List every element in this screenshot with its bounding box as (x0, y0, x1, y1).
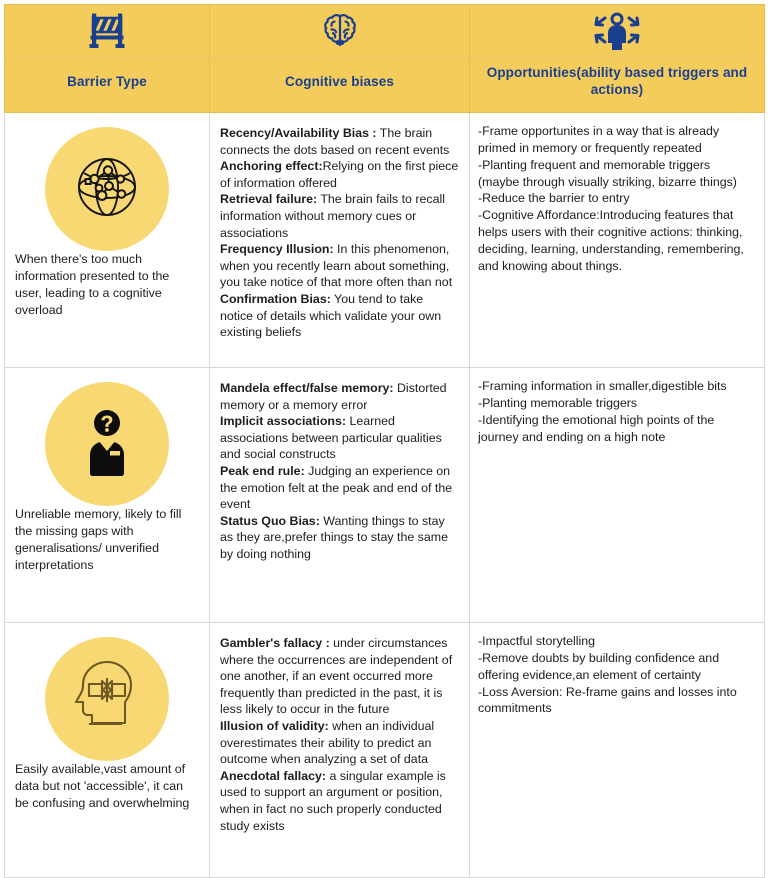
header-barrier-type (5, 58, 210, 113)
barrier-cell-1 (5, 368, 210, 623)
bias-term: Confirmation Bias: (220, 292, 331, 307)
bias-term: Implicit associations: (220, 414, 347, 429)
barrier-circle-1 (45, 382, 169, 506)
cognitive-barriers-table (0, 4, 768, 863)
bias-entry: Anchoring effect:Relying on the first piece of information offered (220, 159, 459, 190)
header-label-opportunities: Opportunities(ability based triggers and actions) (486, 65, 748, 97)
opportunities-cell-0 (470, 113, 765, 368)
opportunity-list-0 (478, 123, 754, 275)
opportunity-list-2 (478, 633, 754, 717)
header-label-cognitive-biases: Cognitive biases (285, 73, 394, 89)
bias-entry: Confirmation Bias: You tend to take notice of details which validate your own existing beliefs (220, 292, 442, 340)
bias-list-2 (220, 635, 459, 834)
opportunity-entry: -Planting memorable triggers (478, 395, 638, 410)
barrier-circle-0 (45, 127, 169, 251)
biases-cell-2 (210, 623, 470, 878)
bias-entry: Mandela effect/false memory: Distorted memory or a memory error (220, 381, 447, 412)
header-icon-cell-opportunities (470, 5, 765, 58)
bias-term: Mandela effect/false memory: (220, 381, 394, 395)
bias-entry: Anecdotal fallacy: a singular example is used to support an argument or position, when in fact no such properly conducted study exists (220, 768, 446, 833)
opportunity-list-1 (478, 378, 754, 445)
bias-term: Status Quo Bias: (220, 513, 320, 528)
person-arrows-icon (470, 10, 764, 52)
opportunity-entry: -Frame opportunites in a way that is already primed in memory or frequently repeated (478, 124, 720, 155)
road-barrier-icon (5, 10, 209, 52)
header-opportunities (470, 58, 765, 113)
globe-network-icon (68, 148, 146, 231)
barrier-cell-2 (5, 623, 210, 878)
bias-term: Frequency Illusion: (220, 242, 334, 257)
table-row (5, 623, 765, 878)
barrier-description-2: Easily available,vast amount of data but not 'accessible', it can be confusing and overwhelming (15, 762, 190, 811)
bias-entry: Status Quo Bias: Wanting things to stay as they are,prefer things to stay the same by doing nothing (220, 513, 448, 562)
bias-entry: Illusion of validity: when an individual overestimates their ability to predict an outcome when analyzing a set of data (220, 719, 435, 767)
bias-entry: Gambler's fallacy : under circumstances where the occurrences are independent of one another, if an event occurred more frequently than predicted in the past, it is less likely to occur in the future (220, 636, 453, 717)
bias-entry: Peak end rule: Judging an experience on the emotion felt at the peak and end of the event (220, 464, 453, 512)
brain-icon (210, 10, 469, 52)
opportunity-entry: -Remove doubts by building confidence and offering evidence,an element of certainty (478, 650, 720, 682)
biases-cell-1 (210, 368, 470, 623)
table-row (5, 368, 765, 623)
opportunity-entry: -Loss Aversion: Re-frame gains and losses into commitments (478, 684, 737, 716)
header-label-barrier-type: Barrier Type (67, 73, 147, 89)
bias-list-0 (220, 125, 459, 341)
bias-term: Gambler's fallacy : (220, 636, 330, 650)
opportunity-entry: -Impactful storytelling (478, 634, 596, 648)
header-label-row (5, 58, 765, 113)
opportunities-cell-1 (470, 368, 765, 623)
header-cognitive-biases (210, 58, 470, 113)
person-question-icon (76, 407, 138, 482)
bias-term: Illusion of validity: (220, 719, 329, 734)
bias-entry: Recency/Availability Bias : The brain connects the dots based on recent events (220, 126, 450, 157)
barrier-cell-0 (5, 113, 210, 368)
bias-list-1 (220, 380, 459, 563)
header-icon-cell-cognitive-biases (210, 5, 470, 58)
opportunities-cell-2 (470, 623, 765, 878)
bias-term: Anecdotal fallacy: (220, 768, 327, 783)
opportunity-entry: -Cognitive Affordance:Introducing features that helps users with their cognitive actions: thinking, deciding, learning, understanding, remembering, and knowing about things. (478, 208, 744, 273)
opportunity-entry: -Framing information in smaller,digestible bits (478, 379, 727, 393)
barrier-description-1: Unreliable memory, likely to fill the missing gaps with generalisations/ unverified interpretations (15, 507, 182, 573)
bias-entry: Frequency Illusion: In this phenomenon, when you recently learn about something, you take notice of that more often than not (220, 242, 453, 290)
head-valve-icon (67, 658, 147, 741)
opportunity-entry: -Reduce the barrier to entry (478, 191, 630, 206)
matrix-table (4, 4, 765, 878)
opportunity-entry: -Identifying the emotional high points of the journey and ending on a high note (478, 412, 715, 444)
bias-term: Peak end rule: (220, 464, 305, 479)
bias-term: Recency/Availability Bias : (220, 126, 377, 140)
barrier-description-0: When there's too much information presented to the user, leading to a cognitive overload (15, 252, 170, 318)
header-icon-row (5, 5, 765, 58)
bias-entry: Implicit associations: Learned associations between particular qualities and social constructs (220, 414, 442, 462)
header-icon-cell-barrier-type (5, 5, 210, 58)
opportunity-entry: -Planting frequent and memorable triggers (maybe through visually striking, bizarre things) (478, 157, 737, 189)
biases-cell-0 (210, 113, 470, 368)
bias-term: Anchoring effect: (220, 159, 323, 174)
bias-term: Retrieval failure: (220, 192, 318, 207)
bias-entry: Retrieval failure: The brain fails to recall information without memory cues or associations (220, 192, 445, 240)
table-row (5, 113, 765, 368)
barrier-circle-2 (45, 637, 169, 761)
